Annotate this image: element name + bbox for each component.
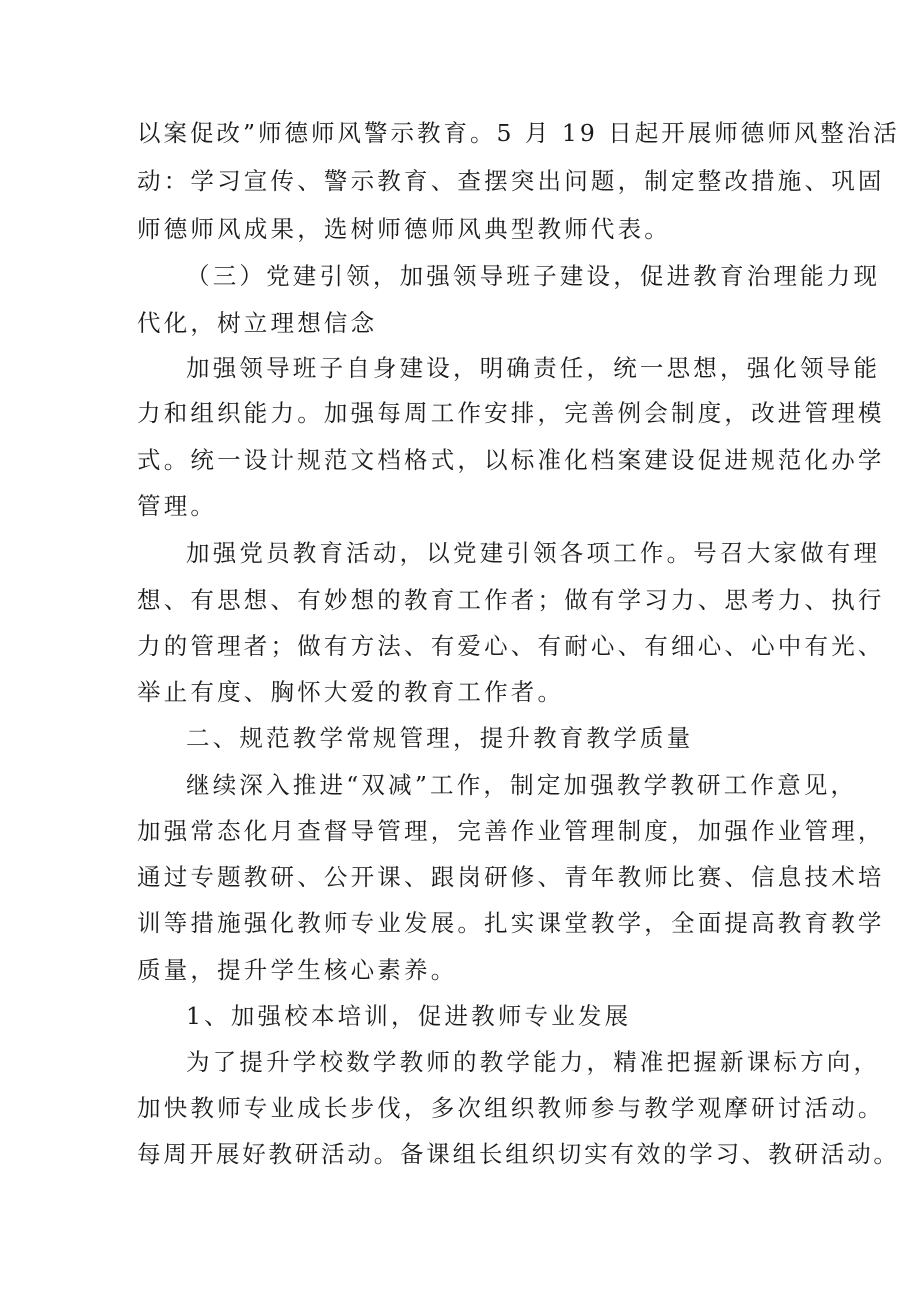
text-line: 力的管理者；做有方法、有爱心、有耐心、有细心、心中有光、 bbox=[137, 632, 885, 660]
text-line: 式。统一设计规范文档格式，以标准化档案建设促进规范化办学 bbox=[137, 446, 885, 474]
text-line: 为了提升学校数学教师的教学能力，精准把握新课标方向， bbox=[186, 1048, 881, 1076]
text-line: 动：学习宣传、警示教育、查摆突出问题，制定整改措施、巩固 bbox=[137, 167, 885, 195]
section-heading: 二、规范教学常规管理，提升教育教学质量 bbox=[186, 724, 694, 752]
text-line: 以案促改”师德师风警示教育。5 月 19 日起开展师德师风整治活 bbox=[137, 119, 900, 147]
text-line: 加强常态化月查督导管理，完善作业管理制度，加强作业管理， bbox=[137, 817, 885, 845]
section-heading: 代化，树立理想信念 bbox=[137, 309, 378, 337]
text-line: 师德师风成果，选树师德师风典型教师代表。 bbox=[137, 215, 671, 243]
text-line: 质量，提升学生核心素养。 bbox=[137, 956, 458, 984]
text-line: 继续深入推进“双减”工作，制定加强教学教研工作意见， bbox=[186, 771, 858, 799]
subsection-heading: 1、加强校本培训，促进教师专业发展 bbox=[186, 1002, 632, 1030]
text-line: 管理。 bbox=[137, 492, 218, 520]
text-line: 举止有度、胸怀大爱的教育工作者。 bbox=[137, 678, 565, 706]
text-line: 加快教师专业成长步伐，多次组织教师参与教学观摩研讨活动。 bbox=[137, 1094, 885, 1122]
text-line: 通过专题教研、公开课、跟岗研修、青年教师比赛、信息技术培 bbox=[137, 863, 885, 891]
text-line: 每周开展好教研活动。备课组长组织切实有效的学习、教研活动。 bbox=[137, 1140, 900, 1168]
text-line: 想、有思想、有妙想的教育工作者；做有学习力、思考力、执行 bbox=[137, 586, 885, 614]
text-line: 力和组织能力。加强每周工作安排，完善例会制度，改进管理模 bbox=[137, 399, 885, 427]
section-heading: （三）党建引领，加强领导班子建设，促进教育治理能力现 bbox=[186, 262, 881, 290]
text-line: 加强领导班子自身建设，明确责任，统一思想，强化领导能 bbox=[186, 354, 881, 382]
text-line: 训等措施强化教师专业发展。扎实课堂教学，全面提高教育教学 bbox=[137, 909, 885, 937]
text-line: 加强党员教育活动，以党建引领各项工作。号召大家做有理 bbox=[186, 539, 881, 567]
